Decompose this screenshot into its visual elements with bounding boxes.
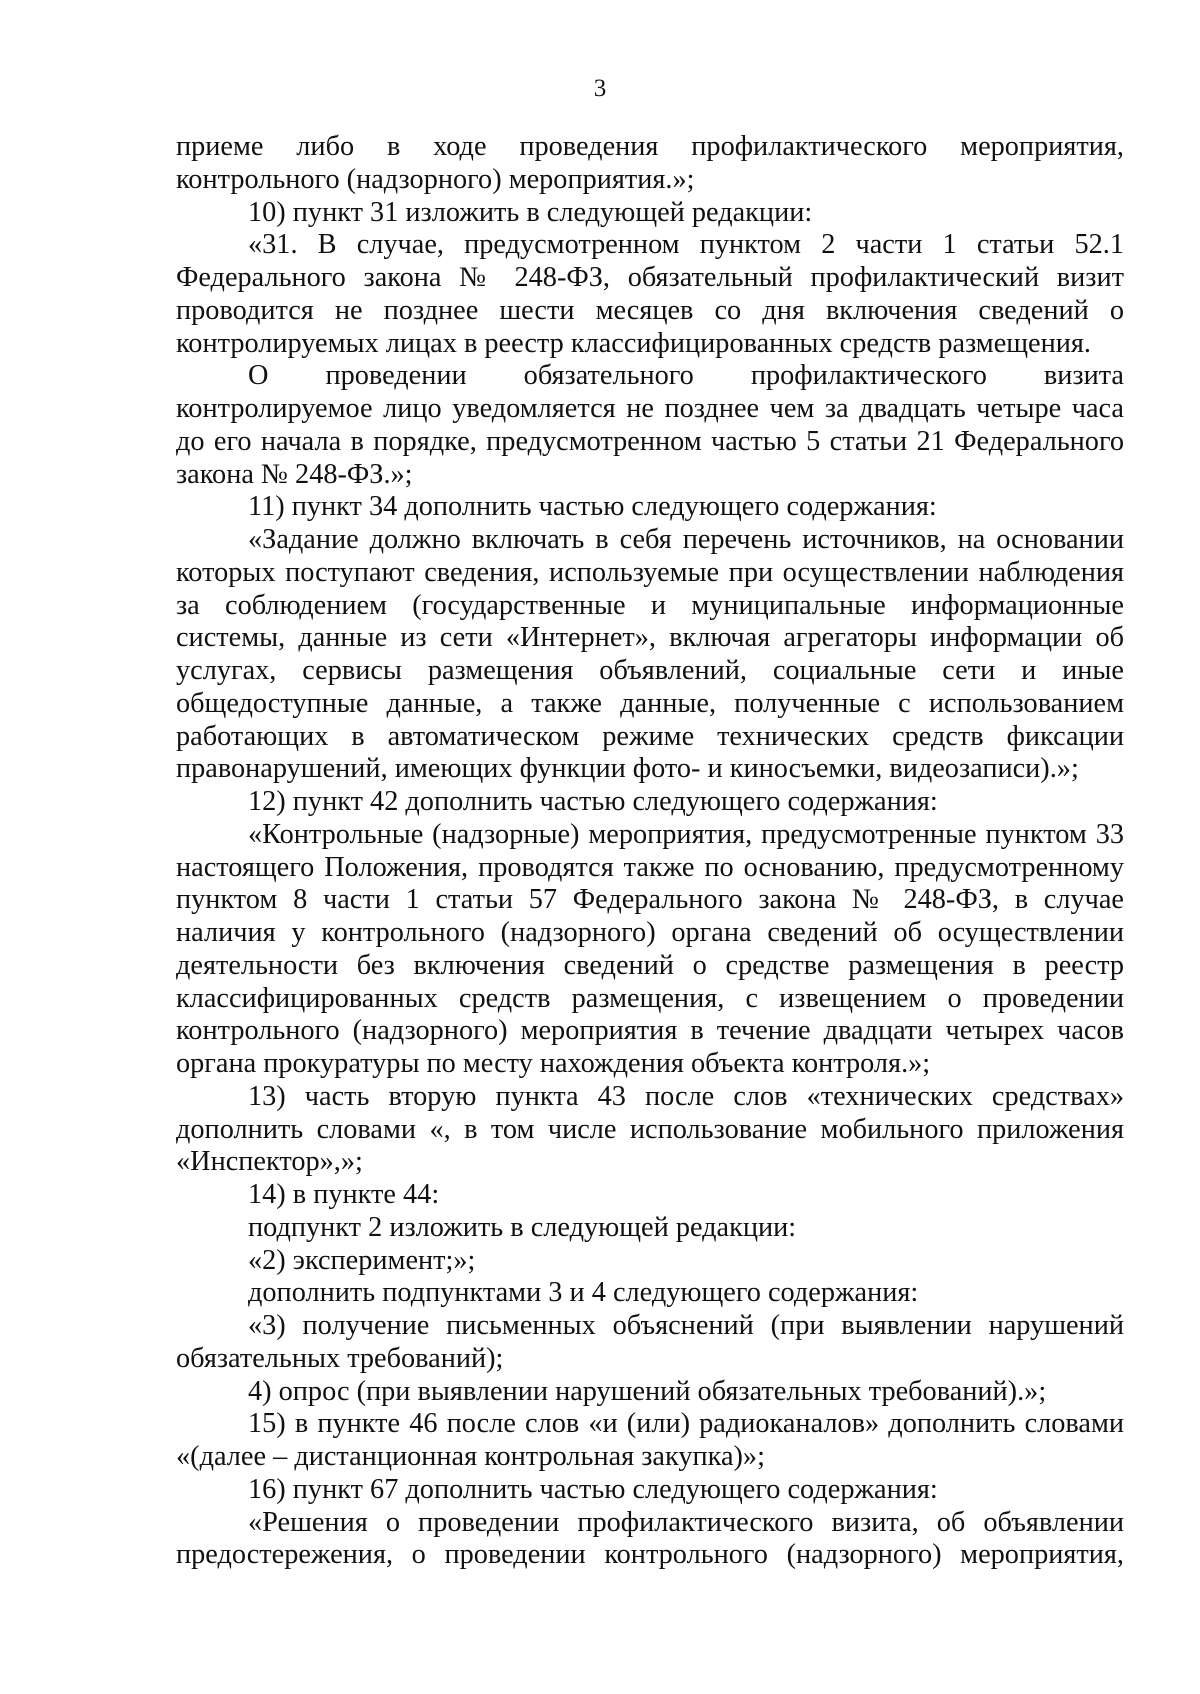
document-body [176, 131, 1124, 1572]
paragraph-item-16: 16) пункт 67 дополнить частью следующего содержания: [248, 1473, 938, 1505]
paragraph-item-15: 15) в пункте 46 после слов «и (или) радиоканалов» дополнить словами «(далее – дистанционная контрольная закупка)»; [176, 1408, 1124, 1472]
paragraph-continuation: приеме либо в ходе проведения профилактического мероприятия, контрольного (надзорного) мероприятия.»; [176, 131, 1124, 195]
paragraph-subitem-2: подпункт 2 изложить в следующей редакции: [248, 1211, 797, 1243]
paragraph-item-13: 13) часть вторую пункта 43 после слов «технических средствах» дополнить словами «, в том числе использование мобильного приложения «Инспектор»,»; [176, 1080, 1124, 1178]
paragraph-item-12: 12) пункт 42 дополнить частью следующего содержания: [248, 786, 938, 817]
paragraph-quote-task: «Задание должно включать в себя перечень источников, на основании которых поступают сведения, используемые при осуществлении наблюдения за соблюдением (государственные и муниципальные информационные системы, данные из сети «Интернет», включая агрегаторы информации об услугах, сервисы размещения объявлений, социальные сети и иные общедоступные данные, а также данные, полученные с использованием работающих в автоматическом режиме технических средств фиксации правонарушений, имеющих функции фото- и киносъемки, видеозаписи).»; [176, 524, 1124, 785]
paragraph-quote-decisions: «Решения о проведении профилактического визита, об объявлении предостережения, о проведении контрольного (надзорного) мероприятия, [176, 1506, 1124, 1571]
paragraph-add-subitems: дополнить подпунктами 3 и 4 следующего содержания: [248, 1277, 919, 1309]
paragraph-quote-control-measures: «Контрольные (надзорные) мероприятия, предусмотренные пунктом 33 настоящего Положения, проводятся также по основанию, предусмотренному пунктом 8 части 1 статьи 57 Федерального закона № 248-ФЗ, в случае наличия у контрольного (надзорного) органа сведений об осуществлении деятельности без включения сведений о средстве размещения в реестр классифицированных средств размещения, с извещением о проведении контрольного (надзорного) мероприятия в течение двадцати четырех часов органа прокуратуры по месту нахождения объекта контроля.»; [176, 818, 1124, 1079]
paragraph-subitem-4: 4) опрос (при выявлении нарушений обязательных требований).»; [248, 1375, 1047, 1407]
paragraph-item-10: 10) пункт 31 изложить в следующей редакции: [248, 196, 813, 228]
paragraph-quote-31: «31. В случае, предусмотренном пунктом 2 части 1 статьи 52.1 Федерального закона № 248-ФЗ, обязательный профилактический визит проводится не позднее шести месяцев со дня включения сведений о контролируемых лицах в реестр классифицированных средств размещения. [176, 229, 1124, 359]
page-number: 3 [593, 75, 607, 102]
paragraph-quote-experiment: «2) эксперимент;»; [248, 1244, 476, 1276]
paragraph-quote-subitem-3: «3) получение письменных объяснений (при выявлении нарушений обязательных требований); [176, 1310, 1124, 1374]
paragraph-item-11: 11) пункт 34 дополнить частью следующего содержания: [248, 491, 937, 523]
paragraph-item-14: 14) в пункте 44: [248, 1179, 440, 1210]
paragraph-notification: О проведении обязательного профилактического визита контролируемое лицо уведомляется не позднее чем за двадцать четыре часа до его начала в порядке, предусмотренном частью 5 статьи 21 Федерального закона № 248-ФЗ.»; [176, 360, 1124, 490]
